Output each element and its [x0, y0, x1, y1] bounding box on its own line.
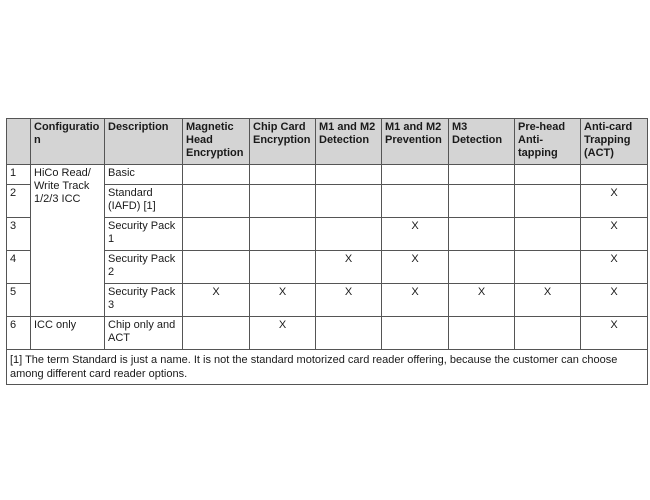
footnote-row — [7, 350, 648, 385]
row-number-cell: 4 — [7, 251, 31, 284]
feature-mark-cell — [382, 317, 449, 350]
feature-mark-cell: X — [316, 251, 382, 284]
feature-mark-cell: X — [183, 284, 250, 317]
description-cell: Security Pack 2 — [105, 251, 183, 284]
feature-mark-cell: X — [581, 284, 648, 317]
feature-mark-cell — [183, 218, 250, 251]
feature-mark-cell: X — [581, 185, 648, 218]
table-row — [7, 165, 648, 185]
column-header: M1 and M2 Detection — [316, 119, 382, 165]
feature-mark-cell — [183, 251, 250, 284]
column-header: M1 and M2 Prevention — [382, 119, 449, 165]
feature-mark-cell — [316, 218, 382, 251]
configuration-cell: HiCo Read/ Write Track 1/2/3 ICC — [31, 165, 105, 317]
description-cell: Security Pack 1 — [105, 218, 183, 251]
column-header: Anti-card Trapping (ACT) — [581, 119, 648, 165]
feature-mark-cell: X — [581, 317, 648, 350]
feature-mark-cell — [382, 165, 449, 185]
feature-mark-cell — [250, 185, 316, 218]
row-number-cell: 5 — [7, 284, 31, 317]
feature-mark-cell — [316, 185, 382, 218]
feature-mark-cell — [316, 317, 382, 350]
description-cell: Basic — [105, 165, 183, 185]
feature-mark-cell — [515, 218, 581, 251]
feature-mark-cell: X — [382, 218, 449, 251]
feature-mark-cell: X — [581, 218, 648, 251]
column-header: Configuratio n — [31, 119, 105, 165]
feature-mark-cell — [515, 251, 581, 284]
column-header: Description — [105, 119, 183, 165]
row-number-cell: 1 — [7, 165, 31, 185]
column-header: Pre-head Anti-tapping — [515, 119, 581, 165]
feature-mark-cell — [183, 185, 250, 218]
feature-mark-cell: X — [382, 284, 449, 317]
feature-mark-cell — [449, 185, 515, 218]
feature-mark-cell — [183, 165, 250, 185]
feature-mark-cell: X — [581, 251, 648, 284]
feature-mark-cell — [515, 185, 581, 218]
feature-mark-cell — [316, 165, 382, 185]
description-cell: Security Pack 3 — [105, 284, 183, 317]
feature-mark-cell: X — [382, 251, 449, 284]
feature-mark-cell — [515, 165, 581, 185]
feature-mark-cell: X — [515, 284, 581, 317]
column-header — [7, 119, 31, 165]
header-row — [7, 119, 648, 165]
description-cell: Standard (IAFD) [1] — [105, 185, 183, 218]
row-number-cell: 6 — [7, 317, 31, 350]
row-number-cell: 3 — [7, 218, 31, 251]
feature-mark-cell — [382, 185, 449, 218]
feature-mark-cell — [250, 218, 316, 251]
column-header: M3 Detection — [449, 119, 515, 165]
footnote-text: [1] The term Standard is just a name. It is not the standard motorized card reader offering, because the customer can choose among different card reader options. — [7, 350, 648, 385]
column-header: Chip Card Encryption — [250, 119, 316, 165]
feature-table-container — [6, 118, 647, 385]
feature-mark-cell: X — [449, 284, 515, 317]
feature-mark-cell — [183, 317, 250, 350]
feature-mark-cell: X — [316, 284, 382, 317]
feature-mark-cell — [449, 317, 515, 350]
feature-mark-cell: X — [250, 284, 316, 317]
column-header: Magnetic Head Encryption — [183, 119, 250, 165]
feature-mark-cell — [250, 165, 316, 185]
feature-mark-cell — [449, 218, 515, 251]
table-row — [7, 317, 648, 350]
table-body — [7, 165, 648, 385]
description-cell: Chip only and ACT — [105, 317, 183, 350]
feature-mark-cell — [515, 317, 581, 350]
feature-mark-cell — [449, 251, 515, 284]
row-number-cell: 2 — [7, 185, 31, 218]
configuration-cell: ICC only — [31, 317, 105, 350]
feature-table — [6, 118, 648, 385]
feature-mark-cell: X — [250, 317, 316, 350]
feature-mark-cell — [250, 251, 316, 284]
feature-mark-cell — [449, 165, 515, 185]
feature-mark-cell — [581, 165, 648, 185]
